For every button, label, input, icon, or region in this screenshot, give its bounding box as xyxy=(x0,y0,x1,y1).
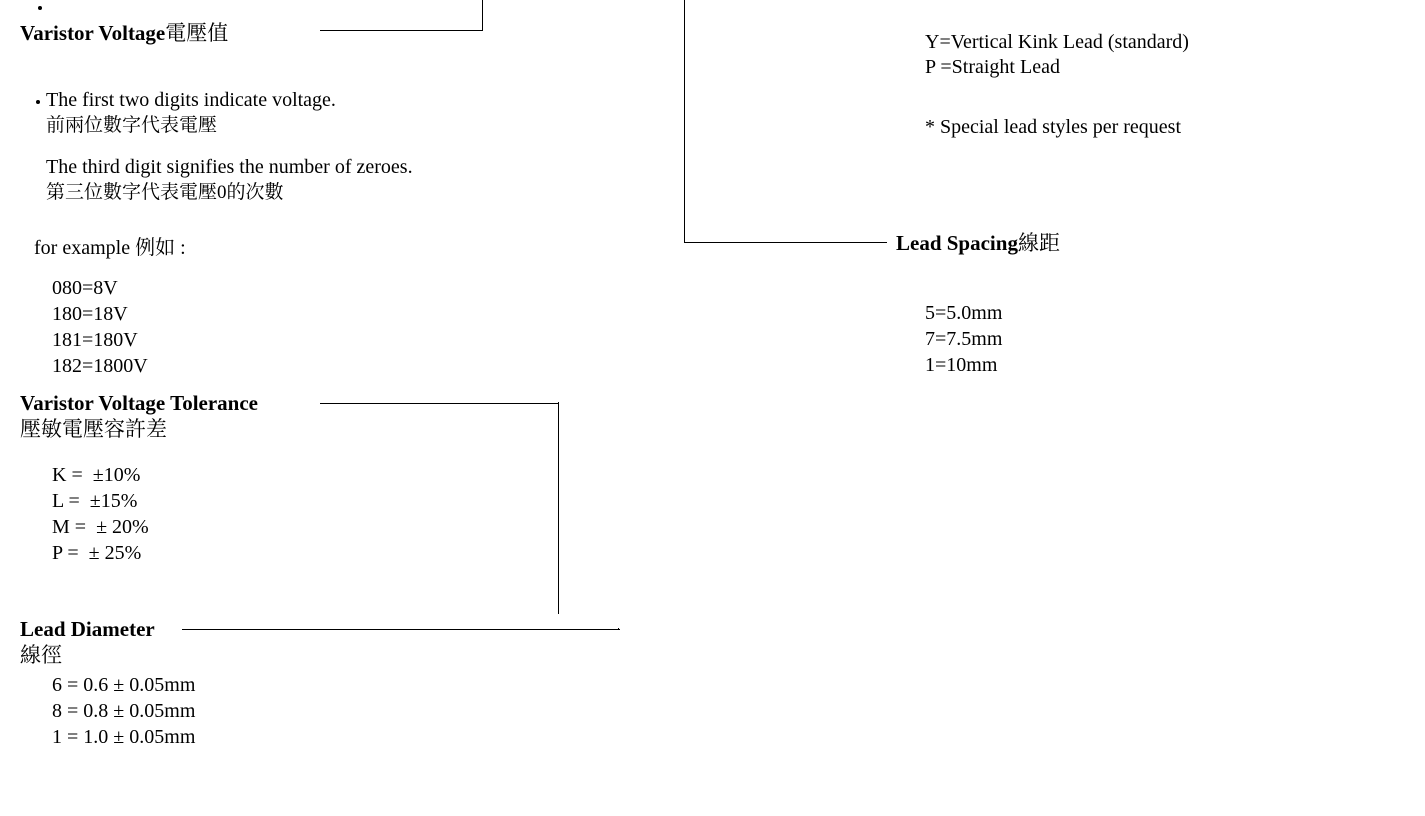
lead-spacing-label-cn: 線距 xyxy=(1017,231,1060,255)
leader-line-voltage-tolerance-vertical xyxy=(558,402,559,614)
note-2-cn: 第三位數字代表電壓0的次數 xyxy=(46,182,284,203)
lead-spacing-item: 5=5.0mm xyxy=(925,302,1003,324)
lead-spacing-label-en: Lead Spacing xyxy=(896,231,1018,255)
leader-line-lead-diameter-vertical xyxy=(618,628,619,630)
lead-style-item: Y=Vertical Kink Lead (standard) xyxy=(925,31,1189,53)
tolerance-item: P = ± 25% xyxy=(52,542,142,564)
lead-spacing-items xyxy=(925,300,1002,378)
voltage-tolerance-items xyxy=(52,462,149,566)
lead-spacing-item: 7=7.5mm xyxy=(925,328,1003,350)
leader-line-varistor-voltage-vertical xyxy=(482,0,483,31)
example-item: 182=1800V xyxy=(52,355,148,377)
leader-line-lead-spacing xyxy=(684,242,887,243)
lead-diameter-label-cn: 線徑 xyxy=(20,643,62,667)
varistor-voltage-heading xyxy=(20,20,228,46)
tolerance-item: L = ±15% xyxy=(52,490,138,512)
leader-line-lead-diameter xyxy=(182,629,620,630)
lead-style-item: P =Straight Lead xyxy=(925,56,1060,78)
lead-diameter-heading xyxy=(20,616,155,668)
lead-diameter-item: 8 = 0.8 ± 0.05mm xyxy=(52,700,196,722)
lead-diameter-item: 1 = 1.0 ± 0.05mm xyxy=(52,726,196,748)
lead-diameter-item: 6 = 0.6 ± 0.05mm xyxy=(52,674,196,696)
varistor-voltage-note-1 xyxy=(46,88,336,138)
leader-line-lead-spacing-vertical xyxy=(684,0,685,243)
tolerance-item: K = ±10% xyxy=(52,464,141,486)
lead-style-items xyxy=(925,30,1189,80)
tolerance-item: M = ± 20% xyxy=(52,516,149,538)
note-1-cn: 前兩位數字代表電壓 xyxy=(46,115,218,136)
note-2-en: The third digit signifies the number of zeroes. xyxy=(46,156,413,178)
lead-spacing-heading xyxy=(896,230,1060,256)
varistor-voltage-examples xyxy=(52,275,148,379)
example-item: 080=8V xyxy=(52,277,118,299)
bullet-icon-top xyxy=(38,6,42,10)
varistor-voltage-note-2 xyxy=(46,155,413,205)
varistor-voltage-label-en: Varistor Voltage xyxy=(20,21,166,45)
lead-style-footnote: * Special lead styles per request xyxy=(925,116,1182,138)
lead-spacing-item: 1=10mm xyxy=(925,354,998,376)
bullet-icon-note-1 xyxy=(36,100,40,104)
varistor-voltage-label-cn: 電壓值 xyxy=(165,21,229,45)
lead-diameter-items xyxy=(52,672,195,750)
lead-diameter-label-en: Lead Diameter xyxy=(20,617,155,641)
note-1-en: The first two digits indicate voltage. xyxy=(46,89,336,111)
voltage-tolerance-label-en: Varistor Voltage Tolerance xyxy=(20,391,259,415)
example-label: for example 例如 : xyxy=(34,237,186,259)
example-item: 180=18V xyxy=(52,303,128,325)
voltage-tolerance-label-cn: 壓敏電壓容許差 xyxy=(20,417,167,441)
example-item: 181=180V xyxy=(52,329,138,351)
leader-line-voltage-tolerance xyxy=(320,403,559,404)
voltage-tolerance-heading xyxy=(20,390,258,442)
leader-line-varistor-voltage xyxy=(320,30,483,31)
